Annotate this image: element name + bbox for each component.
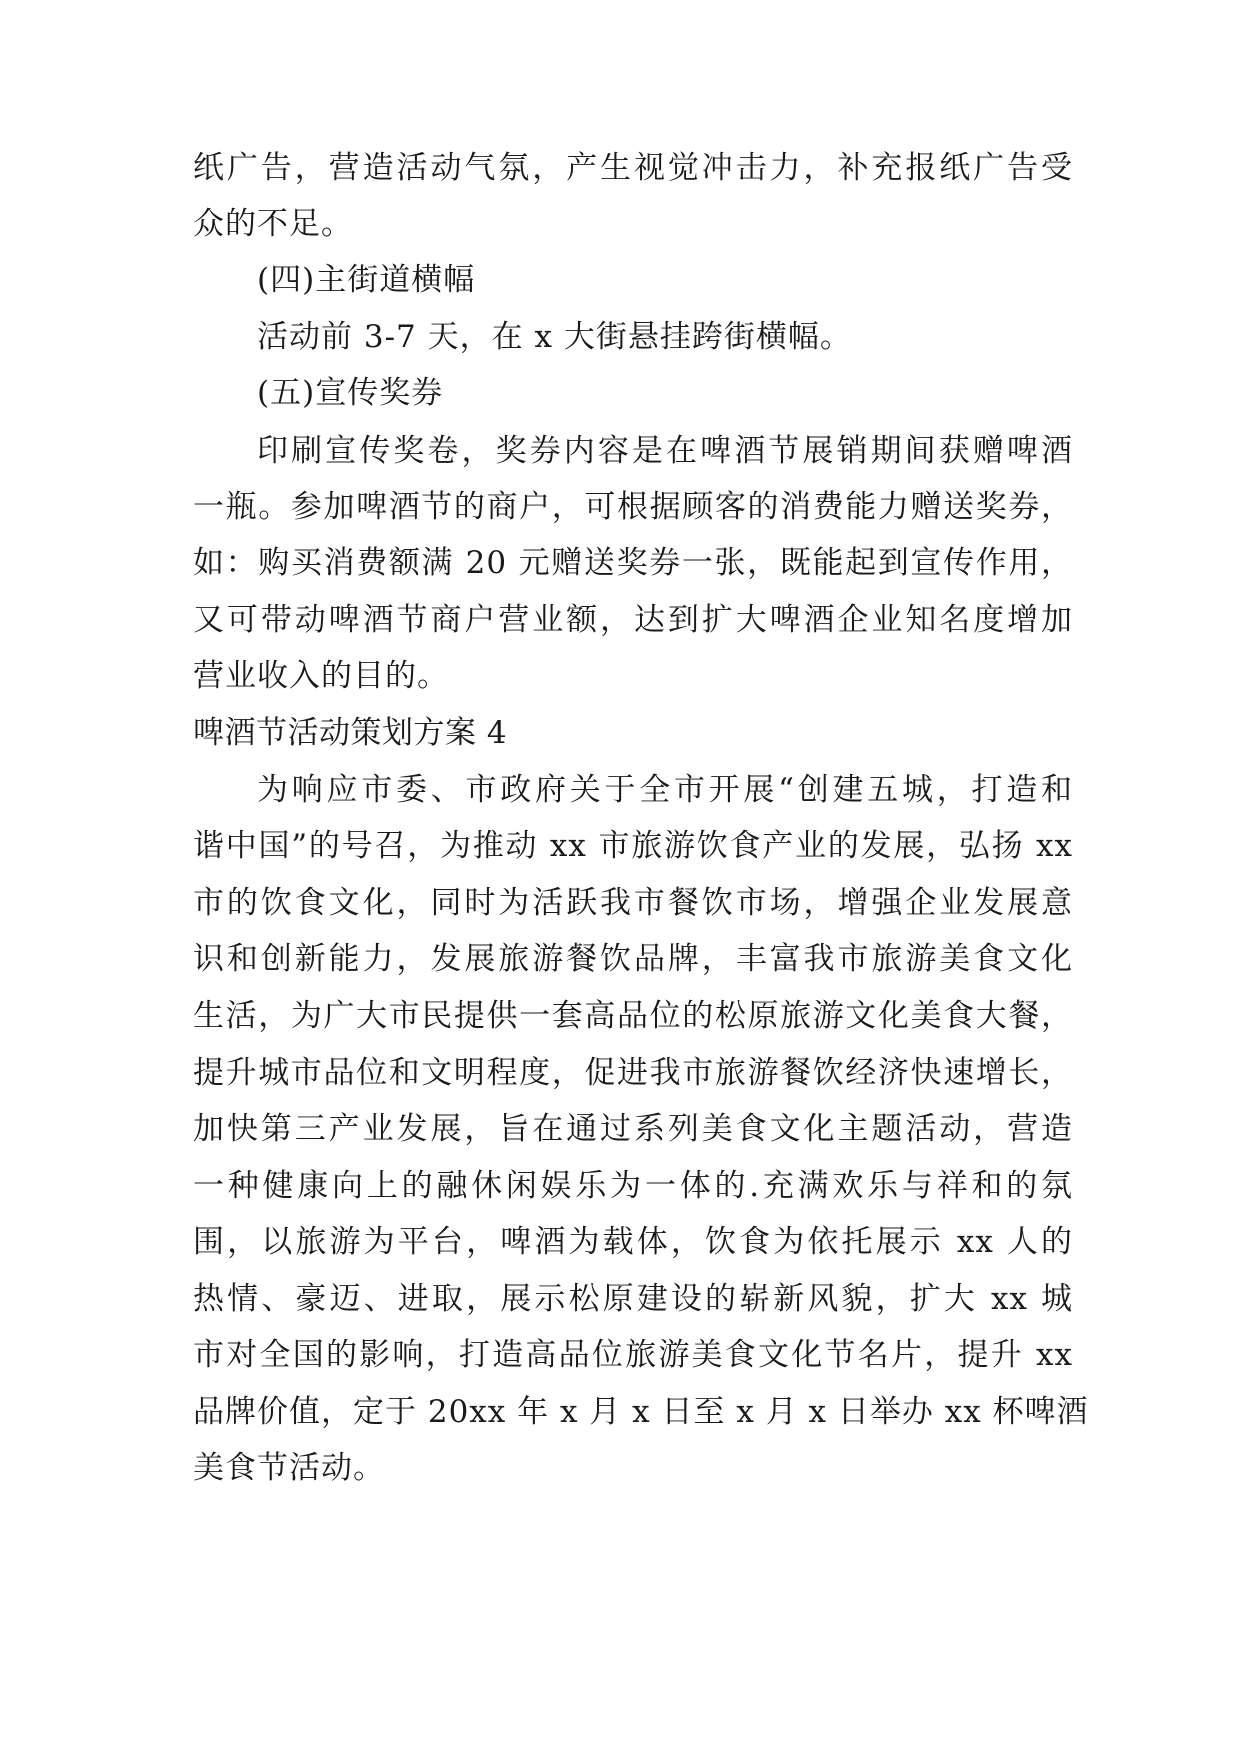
- section-heading-4: (四)主街道横幅: [257, 262, 476, 298]
- paragraph-line: 识和创新能力，发展旅游餐饮品牌，丰富我市旅游美食文化: [193, 941, 1073, 977]
- paragraph-line: 众的不足。: [193, 206, 353, 242]
- paragraph-line: 加快第三产业发展，旨在通过系列美食文化主题活动，营造: [193, 1111, 1073, 1147]
- paragraph-line: 如：购买消费额满 20 元赠送奖券一张，既能起到宣传作用，: [193, 545, 1073, 581]
- paragraph-line: 为响应市委、市政府关于全市开展“创建五城，打造和: [257, 772, 1073, 808]
- paragraph-line: 提升城市品位和文明程度，促进我市旅游餐饮经济快速增长，: [193, 1055, 1073, 1091]
- paragraph-line: 一种健康向上的融休闲娱乐为一体的.充满欢乐与祥和的氛: [193, 1168, 1073, 1204]
- paragraph-line: 围，以旅游为平台，啤酒为载体，饮食为依托展示 xx 人的: [193, 1224, 1073, 1260]
- section-heading-5: (五)宣传奖券: [257, 375, 444, 411]
- paragraph-line: 美食节活动。: [193, 1450, 385, 1486]
- plan-title: 啤酒节活动策划方案 4: [193, 715, 508, 751]
- paragraph-line: 营业收入的目的。: [193, 658, 449, 694]
- paragraph-line: 热情、豪迈、进取，展示松原建设的崭新风貌，扩大 xx 城: [193, 1281, 1073, 1317]
- paragraph-line: 谐中国”的号召，为推动 xx 市旅游饮食产业的发展，弘扬 xx: [193, 828, 1073, 864]
- paragraph-line: 市的饮食文化，同时为活跃我市餐饮市场，增强企业发展意: [193, 885, 1073, 921]
- paragraph-line: 一瓶。参加啤酒节的商户，可根据顾客的消费能力赠送奖券，: [193, 489, 1073, 525]
- paragraph-line: 又可带动啤酒节商户营业额，达到扩大啤酒企业知名度增加: [193, 602, 1073, 638]
- paragraph-line: 活动前 3-7 天，在 x 大街悬挂跨街横幅。: [257, 319, 852, 355]
- paragraph-line: 生活，为广大市民提供一套高品位的松原旅游文化美食大餐，: [193, 998, 1073, 1034]
- paragraph-line: 印刷宣传奖卷，奖券内容是在啤酒节展销期间获赠啤酒: [257, 433, 1073, 469]
- paragraph-line: 品牌价值，定于 20xx 年 x 月 x 日至 x 月 x 日举办 xx 杯啤酒: [193, 1394, 1089, 1430]
- paragraph-line: 市对全国的影响，打造高品位旅游美食文化节名片，提升 xx: [193, 1337, 1073, 1373]
- paragraph-line: 纸广告，营造活动气氛，产生视觉冲击力，补充报纸广告受: [193, 150, 1073, 186]
